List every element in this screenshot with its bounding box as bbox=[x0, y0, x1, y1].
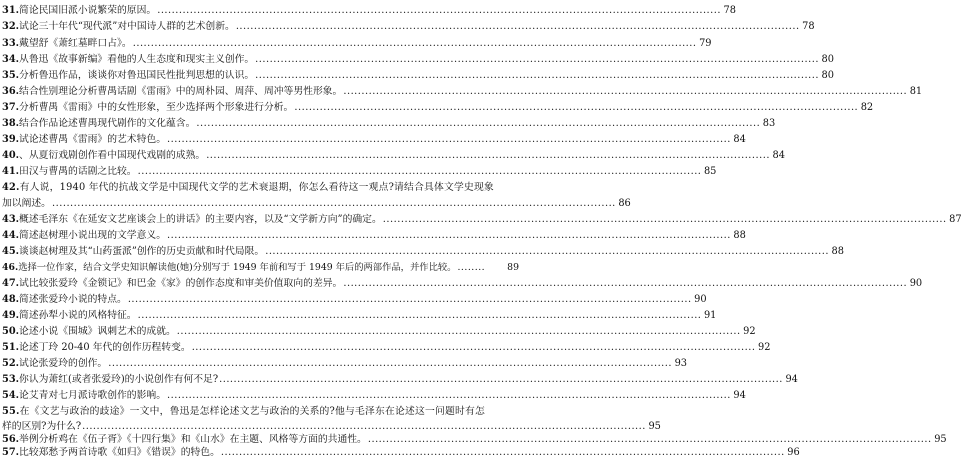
entry-number: 47. bbox=[2, 278, 20, 289]
leader-dots: ............................................................................................................................................................ bbox=[167, 390, 731, 401]
entry-number: 52. bbox=[2, 358, 20, 369]
entry-page: 82 bbox=[860, 102, 874, 113]
entry-title-continued: 样的区别?为什么? bbox=[2, 421, 82, 432]
entry-number: 53. bbox=[2, 374, 20, 385]
entry-number: 51. bbox=[2, 342, 20, 353]
leader-dots: ............................................................................................................................................................ bbox=[132, 38, 697, 49]
toc-entry bbox=[2, 309, 717, 323]
leader-dots: ............................................................................................................................................................ bbox=[206, 150, 770, 161]
leader-dots: ............................................................................................................................................................ bbox=[176, 326, 741, 337]
entry-number: 45. bbox=[2, 246, 20, 257]
toc-entry bbox=[2, 4, 737, 18]
entry-title: 有人说，1940 年代的抗战文学是中国现代文学的艺术衰退期，你怎么看待这一观点?请结合具体文学史现象 bbox=[19, 182, 495, 193]
entry-number: 55. bbox=[2, 406, 20, 417]
toc-entry-first-line bbox=[2, 181, 494, 195]
leader-dots: ............................................................................................................................................................ bbox=[343, 278, 908, 289]
entry-title: 论述丁玲 20-40 年代的创作历程转变。 bbox=[19, 342, 191, 353]
leader-dots: ............................................................................................................................................................ bbox=[167, 134, 731, 145]
entry-number: 57. bbox=[2, 447, 20, 458]
entry-number: 33. bbox=[2, 38, 20, 49]
entry-number: 50. bbox=[2, 326, 20, 337]
entry-number: 46. bbox=[2, 262, 19, 273]
toc-entry bbox=[2, 117, 776, 131]
entry-title: 概述毛泽东《在延安文艺座谈会上的讲话》的主要内容，以及“文学新方向”的确定。 bbox=[19, 214, 382, 225]
toc-entry bbox=[2, 149, 785, 163]
entry-title: 论艾青对七月派诗歌创作的影响。 bbox=[19, 390, 166, 401]
leader-dots: ............................................................................................................................................................ bbox=[157, 5, 722, 16]
toc-entry bbox=[2, 37, 712, 51]
leader-dots: ............................................................................................................................................................ bbox=[82, 421, 646, 432]
entry-title: 结合作品论述曹禺现代剧作的文化蕴含。 bbox=[19, 118, 196, 129]
entry-title: 试论述曹禺《雷雨》的艺术特色。 bbox=[19, 134, 166, 145]
entry-title: 田汉与曹禺的话剧之比较。 bbox=[19, 166, 137, 177]
entry-page: 84 bbox=[772, 150, 785, 161]
leader-dots: ............................................................................................................................................................ bbox=[196, 118, 761, 129]
toc-entry bbox=[2, 20, 815, 34]
entry-title: 举例分析鸡在《伍子胥》《十四行集》和《山水》在主题、风格等方面的共通性。 bbox=[19, 434, 367, 445]
entry-title: 戴望舒《萧红墓畔口占》。 bbox=[19, 38, 132, 49]
entry-number: 40. bbox=[2, 150, 20, 161]
toc-entry bbox=[2, 357, 688, 371]
toc-entry bbox=[2, 69, 834, 83]
entry-number: 44. bbox=[2, 230, 20, 241]
entry-number: 37. bbox=[2, 102, 20, 113]
entry-title: 在《文艺与政治的歧途》一文中，鲁迅是怎样论述文艺与政治的关系的?他与毛泽东在论述这一问题时有怎 bbox=[19, 406, 485, 417]
entry-title: 分析鲁迅作品，谈谈你对鲁迅国民性批判思想的认识。 bbox=[19, 70, 255, 81]
entry-title: 选择一位作家，结合文学史知识解读他(她)分别写于 1949 年前和写于 1949 年后的两部作品，并作比较。 bbox=[18, 262, 457, 273]
leader-dots: ............................................................................................................................................................ bbox=[137, 166, 702, 177]
entry-number: 42. bbox=[2, 182, 20, 193]
entry-page: 96 bbox=[787, 447, 800, 458]
leader-dots: ............................................................................................................................................................ bbox=[191, 342, 756, 353]
entry-page: 87 bbox=[949, 214, 962, 225]
entry-page: 84 bbox=[733, 134, 746, 145]
leader-dots: ............................................................................................................................................................ bbox=[255, 70, 819, 81]
leader-dots: ............................................................................................................................................................ bbox=[255, 54, 819, 65]
entry-page: 90 bbox=[909, 278, 923, 289]
entry-title: 简论民国旧派小说繁荣的原因。 bbox=[19, 5, 157, 16]
entry-title: 你认为萧红(或者张爱玲)的小说创作有何不足? bbox=[19, 374, 219, 385]
leader-dots: ............................................................................................................................................................ bbox=[294, 102, 859, 113]
toc-entry bbox=[2, 325, 756, 339]
entry-number: 48. bbox=[2, 294, 20, 305]
entry-number: 31. bbox=[2, 5, 20, 16]
entry-title: 从鲁迅《故事新编》看他的人生态度和现实主义创作。 bbox=[19, 54, 255, 65]
entry-page: 94 bbox=[733, 390, 746, 401]
toc-entry bbox=[2, 446, 800, 460]
entry-number: 35. bbox=[2, 70, 20, 81]
entry-title: 结合性别理论分析曹禺话剧《雷雨》中的周朴园、周萍、周冲等男性形象。 bbox=[19, 86, 343, 97]
toc-entry bbox=[2, 245, 845, 259]
entry-page: 94 bbox=[785, 374, 798, 385]
leader-dots: ............................................................................................................................................................ bbox=[220, 447, 785, 458]
entry-page: 89 bbox=[507, 262, 519, 273]
entry-number: 56. bbox=[2, 434, 20, 445]
toc-entry bbox=[2, 341, 771, 355]
toc-entry bbox=[2, 133, 746, 147]
leader-dots: ............................................................................................................................................................ bbox=[219, 374, 783, 385]
leader-dots: ............................................................................................................................................................ bbox=[367, 434, 932, 445]
entry-page: 88 bbox=[733, 230, 746, 241]
entry-page: 90 bbox=[694, 294, 707, 305]
toc-entry bbox=[2, 101, 874, 115]
entry-page: 78 bbox=[723, 5, 737, 16]
entry-page: 93 bbox=[674, 358, 688, 369]
toc-entry bbox=[2, 53, 834, 67]
entry-title-continued: 加以阐述。 bbox=[2, 198, 51, 209]
entry-page: 80 bbox=[821, 70, 834, 81]
leader-dots: ........ bbox=[457, 262, 486, 273]
toc-entry bbox=[2, 433, 947, 447]
entry-number: 41. bbox=[2, 166, 20, 177]
entry-title: 试论张爱玲的创作。 bbox=[19, 358, 108, 369]
toc-entry bbox=[2, 420, 661, 434]
entry-page: 85 bbox=[703, 166, 717, 177]
toc-entry bbox=[2, 293, 707, 307]
toc-entry-first-line bbox=[2, 405, 485, 419]
toc-entry bbox=[2, 277, 923, 291]
entry-page: 83 bbox=[762, 118, 776, 129]
entry-page: 95 bbox=[648, 421, 661, 432]
entry-title: 简述张爱玲小说的特点。 bbox=[19, 294, 127, 305]
entry-title: 试比较张爱玲《金锁记》和巴金《家》的创作态度和审美价值取向的差异。 bbox=[19, 278, 343, 289]
entry-page: 79 bbox=[699, 38, 712, 49]
toc-entry bbox=[2, 373, 798, 387]
entry-number: 54. bbox=[2, 390, 20, 401]
entry-number: 38. bbox=[2, 118, 20, 129]
entry-page: 95 bbox=[934, 434, 947, 445]
entry-title: 简述赵树理小说出现的文学意义。 bbox=[19, 230, 166, 241]
leader-dots: ............................................................................................................................................................ bbox=[51, 198, 616, 209]
entry-page: 78 bbox=[802, 21, 815, 32]
leader-dots: ............................................................................................................................................................ bbox=[127, 294, 692, 305]
entry-number: 34. bbox=[2, 54, 20, 65]
leader-dots: ............................................................................................................................................................ bbox=[108, 358, 673, 369]
leader-dots: ............................................................................................................................................................ bbox=[382, 214, 947, 225]
leader-dots: ............................................................................................................................................................ bbox=[137, 310, 702, 321]
entry-number: 32. bbox=[2, 21, 20, 32]
entry-title: 试论三十年代“现代派”对中国诗人群的艺术创新。 bbox=[19, 21, 235, 32]
entry-page: 86 bbox=[618, 198, 631, 209]
toc-entry bbox=[2, 165, 717, 179]
entry-page: 92 bbox=[758, 342, 771, 353]
toc-entry bbox=[2, 389, 746, 403]
toc-entry bbox=[2, 213, 962, 227]
entry-page: 91 bbox=[703, 310, 717, 321]
entry-title: 比较郑愁予两首诗歌《如归》《错误》的特色。 bbox=[19, 447, 220, 458]
toc-entry bbox=[2, 85, 923, 99]
entry-title: 简述孙犁小说的风格特征。 bbox=[19, 310, 137, 321]
leader-dots: ............................................................................................................................................................ bbox=[265, 246, 830, 257]
entry-page: 92 bbox=[743, 326, 756, 337]
entry-title: 谈谈赵树理及其“山药蛋派”创作的历史贡献和时代局限。 bbox=[19, 246, 265, 257]
leader-dots: ............................................................................................................................................................ bbox=[343, 86, 908, 97]
entry-number: 36. bbox=[2, 86, 20, 97]
leader-dots: ............................................................................................................................................................ bbox=[235, 21, 800, 32]
entry-number: 43. bbox=[2, 214, 20, 225]
toc-entry bbox=[2, 197, 631, 211]
leader-dots: ............................................................................................................................................................ bbox=[167, 230, 731, 241]
entry-number: 39. bbox=[2, 134, 20, 145]
toc-entry bbox=[2, 261, 519, 275]
entry-page: 88 bbox=[831, 246, 845, 257]
entry-title: 分析曹禺《雷雨》中的女性形象，至少选择两个形象进行分析。 bbox=[19, 102, 294, 113]
entry-page: 81 bbox=[909, 86, 923, 97]
entry-number: 49. bbox=[2, 310, 20, 321]
toc-entry bbox=[2, 229, 746, 243]
entry-title: 论述小说《围城》讽刺艺术的成就。 bbox=[19, 326, 176, 337]
entry-title: 、从夏衍戏剧创作看中国现代戏剧的成熟。 bbox=[19, 150, 206, 161]
entry-page: 80 bbox=[821, 54, 834, 65]
